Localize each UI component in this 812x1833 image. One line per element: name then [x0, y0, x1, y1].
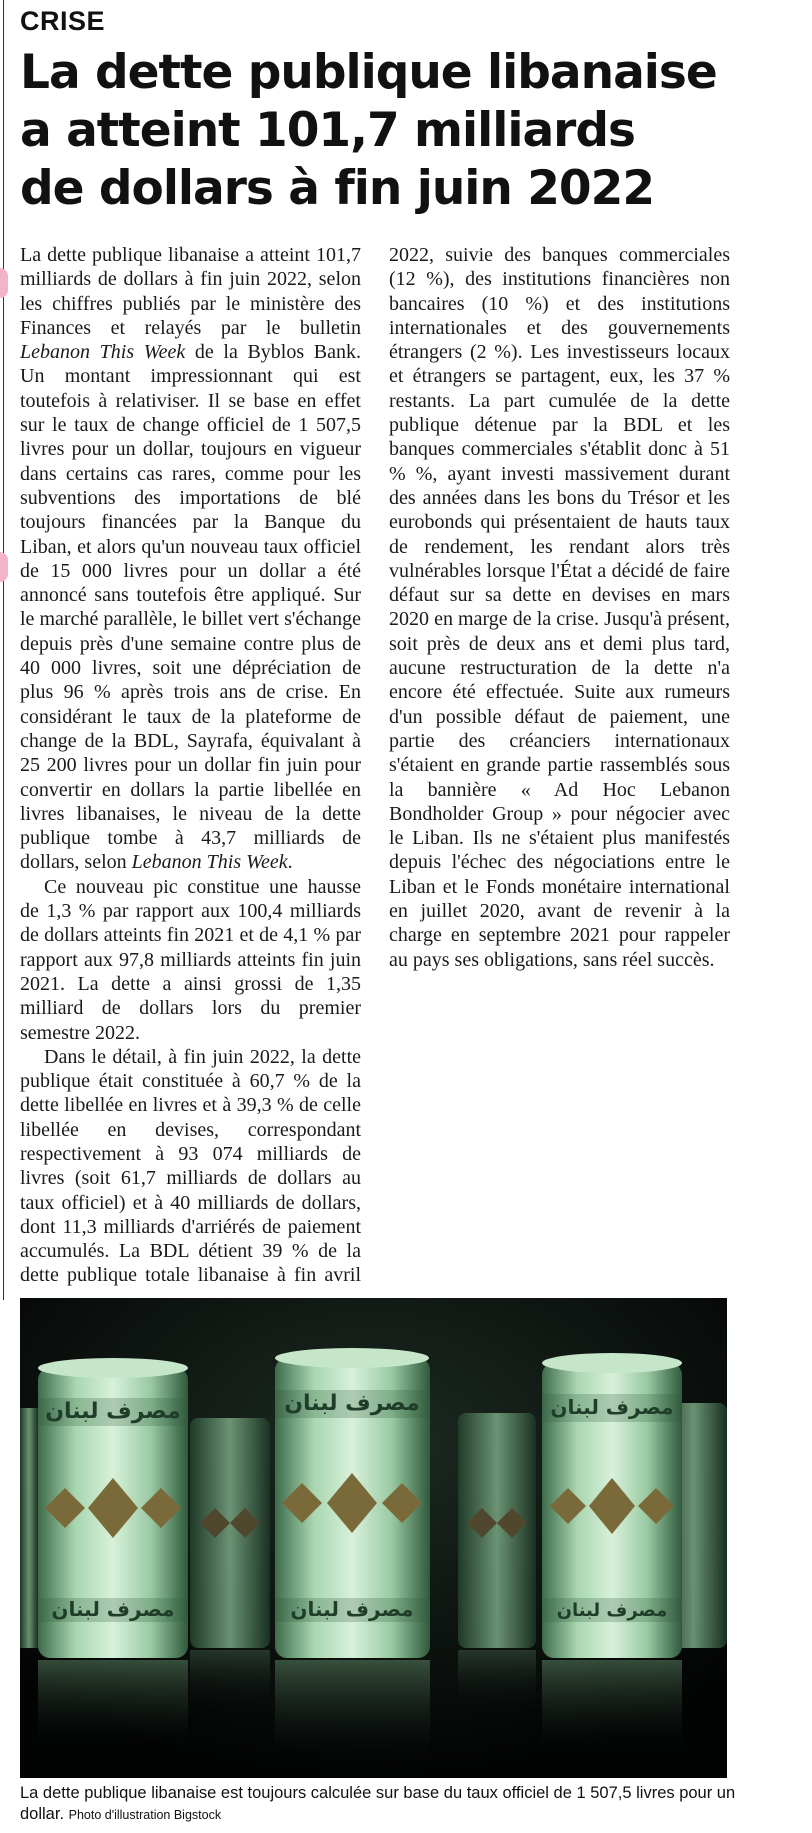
banknote-inscription: مصرف لبنان — [290, 1597, 414, 1621]
headline-line: La dette publique libanaise — [20, 45, 717, 100]
banknote-inscription: مصرف لبنان — [556, 1600, 668, 1621]
left-margin-rule — [3, 0, 4, 1300]
section-rubric: CRISE — [20, 6, 106, 36]
text-run: La dette publique libanaise a atteint 101,7 milliards de dollars à fin juin 2022, selon les chiffres publiés par le ministère des Finances et relayés par le bulletin — [20, 244, 361, 339]
margin-color-mark — [0, 268, 8, 298]
photo-caption — [20, 1783, 760, 1826]
photo-credit: Photo d'illustration Bigstock — [68, 1808, 222, 1822]
article-headline — [20, 44, 790, 218]
headline-line: a atteint 101,7 milliards — [20, 103, 635, 158]
banknote-rolls-image — [20, 1298, 727, 1778]
banknote-inscription: مصرف لبنان — [45, 1399, 181, 1424]
illustration-photo — [20, 1298, 727, 1778]
publication-name: Lebanon This Week — [20, 341, 186, 364]
article-paragraph — [20, 243, 361, 875]
caption-text: La dette publique libanaise est toujours calculée sur base du taux officiel de 1 507,5 livres pour un dollar. — [20, 1784, 736, 1823]
banknote-inscription: مصرف لبنان — [550, 1395, 674, 1419]
article-paragraph: Dans le détail, à fin juin 2022, la dette publique était constituée à 60,7 % de la dette libellée en livres et à 39,3 % de celle libellée en devises, correspondant respectivement à 93 074 milliards de livres (soit 61,7 milliards de dollars au taux officiel) et à 40 milliards de dollars, dont 11,3 milliards d'arriérés de paiement accumulés. La BDL détient 39 % de la dette publique totale libanaise à fin avril 2022, suivie des banques commerciales (12 %), des institutions financières non bancaires (10 %) et des institutions internationales et des gouvernements étrangers (2 %). Les investisseurs locaux et étrangers se partagent, eux, les 37 % restants. La part cumulée de la dette publique détenue par la BDL et les banques commerciales s'établit donc à 51 % %, ayant investi massivement durant des années dans les bons du Trésor et les eurobonds qui présentaient de hauts taux de rendement, les rendant alors très vulnérables lorsque l'État a décidé de faire défaut sur sa dette en devises en mars 2020 en marge de la crise. Jusqu'à présent, soit près de deux ans et demi plus tard, aucune restructuration de la dette n'a encore été effectuée. Suite aux rumeurs d'un possible défaut de paiement, une partie des créanciers internationaux s'étaient en grande partie rassemblés sous la bannière « Ad Hoc Lebanon Bondholder Group » pour négocier avec le Liban. Ils ne s'étaient plus manifestés depuis l'échec des négociations entre le Liban et le Fonds monétaire international en juillet 2020, avant de revenir à la charge en septembre 2021 pour rappeler au pays ses obligations, sans réel succès. — [20, 244, 730, 1287]
article-body — [20, 243, 730, 1290]
headline-line: de dollars à fin juin 2022 — [20, 161, 655, 216]
banknote-inscription: مصرف لبنان — [284, 1391, 420, 1416]
text-run: de la Byblos Bank. Un montant impressionnant qui est toutefois à relativiser. Il se base en effet sur le taux de change officiel de 1 507,5 livres pour un dollar, toujours en vigueur dans certains cas rares, comme pour les subventions des importations de blé toujours financées par la Banque du Liban, et alors qu'un nouveau taux officiel de 15 000 livres pour un dollar a été annoncé sans toutefois être appliqué. Sur le marché parallèle, le billet vert s'échange depuis près d'une semaine contre plus de 40 000 livres, soit une dépréciation de plus 96 % après trois ans de crise. En considérant le taux de la plateforme de change de la BDL, Sayrafa, équivalant à 25 200 livres pour un dollar fin juin pour convertir en dollars la partie libellée en livres libanaises, le niveau de la dette publique tombe à 43,7 milliards de dollars, selon — [20, 341, 361, 874]
text-run: . — [287, 851, 293, 874]
banknote-inscription: مصرف لبنان — [51, 1597, 175, 1621]
article-paragraph: Ce nouveau pic constitue une hausse de 1,3 % par rapport aux 100,4 milliards de dollars atteints fin 2021 et de 4,1 % par rapport aux 97,8 milliards atteints fin juin 2021. La dette a ainsi grossi de 1,35 milliard de dollars lors du premier semestre 2022. — [20, 875, 361, 1044]
publication-name: Lebanon This Week — [131, 851, 288, 874]
margin-color-mark — [0, 552, 8, 582]
